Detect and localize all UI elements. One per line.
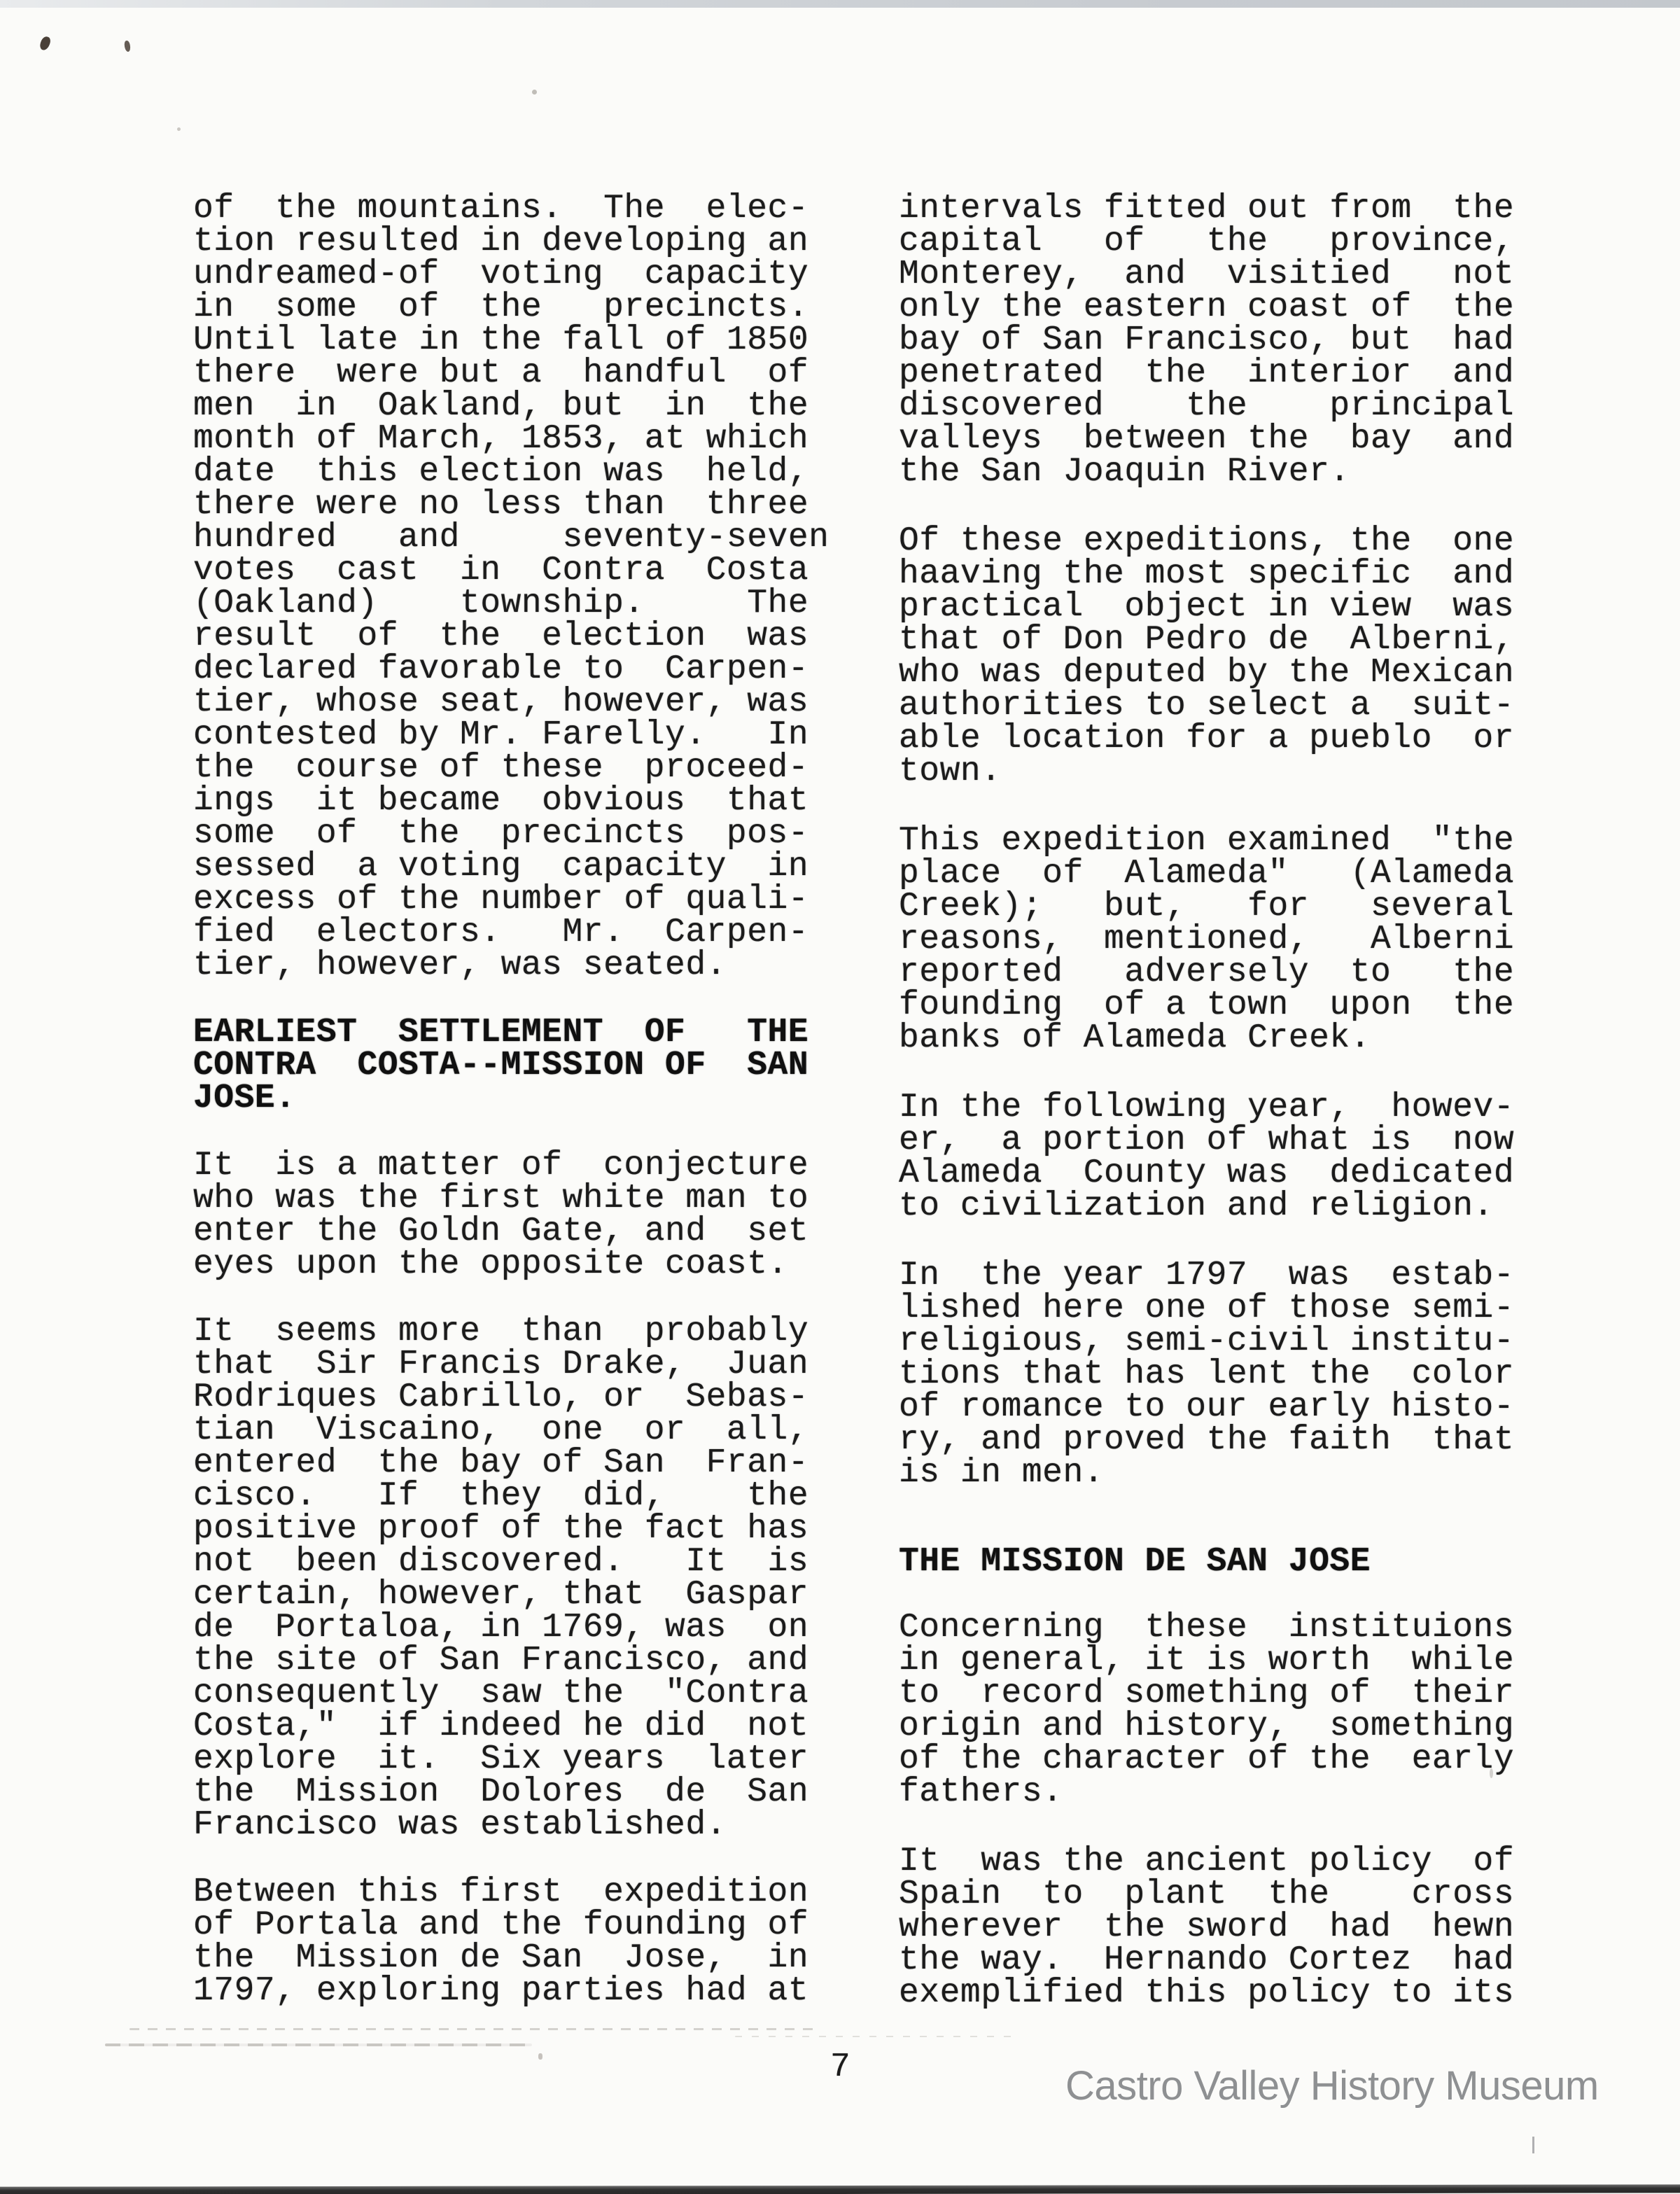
text-line: explore it. Six years later bbox=[193, 1740, 809, 1778]
text-line: THE MISSION DE SAN JOSE bbox=[899, 1543, 1371, 1581]
scan-dot bbox=[177, 127, 181, 131]
text-line: the way. Hernando Cortez had bbox=[899, 1941, 1515, 1979]
paragraph bbox=[193, 1873, 827, 2010]
text-line: hundred and seventy-seven bbox=[193, 519, 830, 557]
text-line: Alameda County was dedicated bbox=[899, 1154, 1515, 1192]
text-line: able location for a pueblo or bbox=[899, 720, 1515, 757]
text-line: origin and history, something bbox=[899, 1707, 1515, 1745]
paragraph bbox=[899, 190, 1532, 491]
paragraph bbox=[193, 190, 830, 984]
text-line: is in men. bbox=[899, 1454, 1105, 1492]
text-line: bay of San Francisco, but had bbox=[899, 321, 1515, 359]
text-line: in some of the precincts. bbox=[193, 288, 809, 326]
scan-edge-top bbox=[0, 0, 1680, 8]
text-line: contested by Mr. Farelly. In bbox=[193, 716, 809, 754]
text-line: positive proof of the fact has bbox=[193, 1510, 809, 1548]
text-line: in general, it is worth while bbox=[899, 1642, 1515, 1679]
text-line: the Mission de San Jose, in bbox=[193, 1939, 809, 1977]
page-number: 7 bbox=[830, 2048, 850, 2086]
watermark: Castro Valley History Museum bbox=[1065, 2063, 1599, 2109]
text-line: month of March, 1853, at which bbox=[193, 420, 809, 458]
text-line: ings it became obvious that bbox=[193, 782, 809, 820]
text-line: tian Viscaino, one or all, bbox=[193, 1411, 809, 1449]
text-line: EARLIEST SETTLEMENT OF THE bbox=[193, 1014, 809, 1051]
text-line: In the year 1797 was estab- bbox=[899, 1257, 1515, 1294]
text-line: penetrated the interior and bbox=[899, 354, 1515, 392]
text-line: tion resulted in developing an bbox=[193, 223, 809, 260]
text-line: Concerning these instituions bbox=[899, 1609, 1515, 1647]
text-line: de Portaloa, in 1769, was on bbox=[193, 1609, 809, 1647]
text-line: tier, whose seat, however, was bbox=[193, 683, 809, 721]
ink-speck bbox=[38, 35, 52, 51]
text-line: It is a matter of conjecture bbox=[193, 1147, 809, 1185]
text-line: there were but a handful of bbox=[193, 354, 809, 392]
scan-dot bbox=[538, 2053, 542, 2060]
text-line: town. bbox=[899, 753, 1002, 790]
text-line: votes cast in Contra Costa bbox=[193, 552, 809, 589]
text-line: the site of San Francisco, and bbox=[193, 1642, 809, 1679]
scan-tick bbox=[1532, 2137, 1534, 2153]
right-column bbox=[899, 190, 1532, 2012]
text-line: ry, and proved the faith that bbox=[899, 1421, 1515, 1459]
text-line: to civilization and religion. bbox=[899, 1187, 1494, 1225]
text-line: the course of these proceed- bbox=[193, 749, 809, 787]
text-line: not been discovered. It is bbox=[193, 1543, 809, 1581]
paragraph bbox=[193, 1147, 827, 1283]
paragraph bbox=[899, 522, 1532, 790]
text-line: undreamed-of voting capacity bbox=[193, 256, 809, 293]
text-line: some of the precincts pos- bbox=[193, 815, 809, 853]
text-line: eyes upon the opposite coast. bbox=[193, 1245, 788, 1283]
text-line: place of Alameda" (Alameda bbox=[899, 855, 1515, 893]
text-line: Until late in the fall of 1850 bbox=[193, 321, 809, 359]
text-line: valleys between the bay and bbox=[899, 420, 1515, 458]
text-line: practical object in view was bbox=[899, 588, 1515, 626]
text-line: haaving the most specific and bbox=[899, 555, 1515, 593]
text-line: of the mountains. The elec- bbox=[193, 190, 809, 228]
text-line: 1797, exploring parties had at bbox=[193, 1972, 809, 2010]
paragraph bbox=[899, 1259, 1532, 1490]
text-line: authorities to select a suit- bbox=[899, 687, 1515, 725]
text-line: that of Don Pedro de Alberni, bbox=[899, 621, 1515, 659]
text-line: cisco. If they did, the bbox=[193, 1477, 809, 1515]
text-line: er, a portion of what is now bbox=[899, 1122, 1515, 1159]
text-line: that Sir Francis Drake, Juan bbox=[193, 1346, 809, 1383]
paragraph bbox=[899, 822, 1532, 1057]
text-line: In the following year, howev- bbox=[899, 1089, 1515, 1126]
text-line: the San Joaquin River. bbox=[899, 453, 1350, 491]
text-line: there were no less than three bbox=[193, 486, 809, 524]
text-line: It seems more than probably bbox=[193, 1313, 809, 1350]
scan-dot bbox=[1490, 1768, 1493, 1778]
text-line: banks of Alameda Creek. bbox=[899, 1019, 1371, 1057]
text-line: discovered the principal bbox=[899, 387, 1515, 425]
text-line: men in Oakland, but in the bbox=[193, 387, 809, 425]
text-line: tions that has lent the color bbox=[899, 1355, 1515, 1393]
text-line: who was deputed by the Mexican bbox=[899, 654, 1515, 692]
text-line: intervals fitted out from the bbox=[899, 190, 1515, 228]
text-line: (Oakland) township. The bbox=[193, 585, 809, 622]
text-line: of the character of the early bbox=[899, 1740, 1515, 1778]
text-line: the Mission Dolores de San bbox=[193, 1773, 809, 1811]
text-line: JOSE. bbox=[193, 1079, 296, 1117]
scan-edge-bottom bbox=[0, 2184, 1680, 2194]
text-line: consequently saw the "Contra bbox=[193, 1675, 809, 1712]
text-line: It was the ancient policy of bbox=[899, 1843, 1515, 1880]
section-heading bbox=[899, 1543, 1532, 1581]
section-heading bbox=[193, 1016, 827, 1115]
paragraph bbox=[193, 1315, 827, 1842]
text-line: reasons, mentioned, Alberni bbox=[899, 921, 1515, 958]
text-line: of Portala and the founding of bbox=[193, 1906, 809, 1944]
text-line: Of these expeditions, the one bbox=[899, 522, 1515, 560]
text-line: Rodriques Cabrillo, or Sebas- bbox=[193, 1378, 809, 1416]
text-line: lished here one of those semi- bbox=[899, 1290, 1515, 1327]
text-line: excess of the number of quali- bbox=[193, 881, 809, 918]
text-line: reported adversely to the bbox=[899, 953, 1515, 991]
text-line: tier, however, was seated. bbox=[193, 946, 727, 984]
text-line: fathers. bbox=[899, 1773, 1063, 1811]
text-line: This expedition examined "the bbox=[899, 822, 1515, 860]
text-line: who was the first white man to bbox=[193, 1180, 809, 1217]
text-line: CONTRA COSTA--MISSION OF SAN bbox=[193, 1047, 809, 1084]
left-column bbox=[193, 190, 830, 2010]
text-line: religious, semi-civil institu- bbox=[899, 1322, 1515, 1360]
text-line: to record something of their bbox=[899, 1675, 1515, 1712]
text-line: certain, however, that Gaspar bbox=[193, 1576, 809, 1614]
text-line: fied electors. Mr. Carpen- bbox=[193, 914, 809, 951]
text-line: exemplified this policy to its bbox=[899, 1974, 1515, 2012]
ink-speck bbox=[123, 40, 131, 52]
text-line: Creek); but, for several bbox=[899, 888, 1515, 925]
text-line: only the eastern coast of the bbox=[899, 288, 1515, 326]
scan-streak bbox=[735, 2036, 1015, 2037]
paragraph bbox=[899, 1091, 1532, 1223]
text-line: Monterey, and visitied not bbox=[899, 256, 1515, 293]
text-line: capital of the province, bbox=[899, 223, 1515, 260]
text-line: result of the election was bbox=[193, 617, 809, 655]
scan-dot bbox=[532, 90, 537, 95]
text-line: declared favorable to Carpen- bbox=[193, 650, 809, 688]
scan-streak bbox=[105, 2043, 532, 2046]
text-line: date this election was held, bbox=[193, 453, 809, 491]
text-line: Costa," if indeed he did not bbox=[193, 1707, 809, 1745]
text-line: Between this first expedition bbox=[193, 1873, 809, 1911]
text-line: sessed a voting capacity in bbox=[193, 848, 809, 886]
text-line: enter the Goldn Gate, and set bbox=[193, 1213, 809, 1250]
text-line: wherever the sword had hewn bbox=[899, 1908, 1515, 1946]
text-line: entered the bay of San Fran- bbox=[193, 1444, 809, 1482]
paragraph bbox=[899, 1845, 1532, 2010]
text-line: Francisco was established. bbox=[193, 1806, 727, 1844]
text-line: of romance to our early histo- bbox=[899, 1388, 1515, 1426]
text-line: Spain to plant the cross bbox=[899, 1875, 1515, 1913]
paragraph bbox=[899, 1609, 1532, 1811]
text-line: founding of a town upon the bbox=[899, 986, 1515, 1024]
scan-streak bbox=[130, 2028, 816, 2030]
